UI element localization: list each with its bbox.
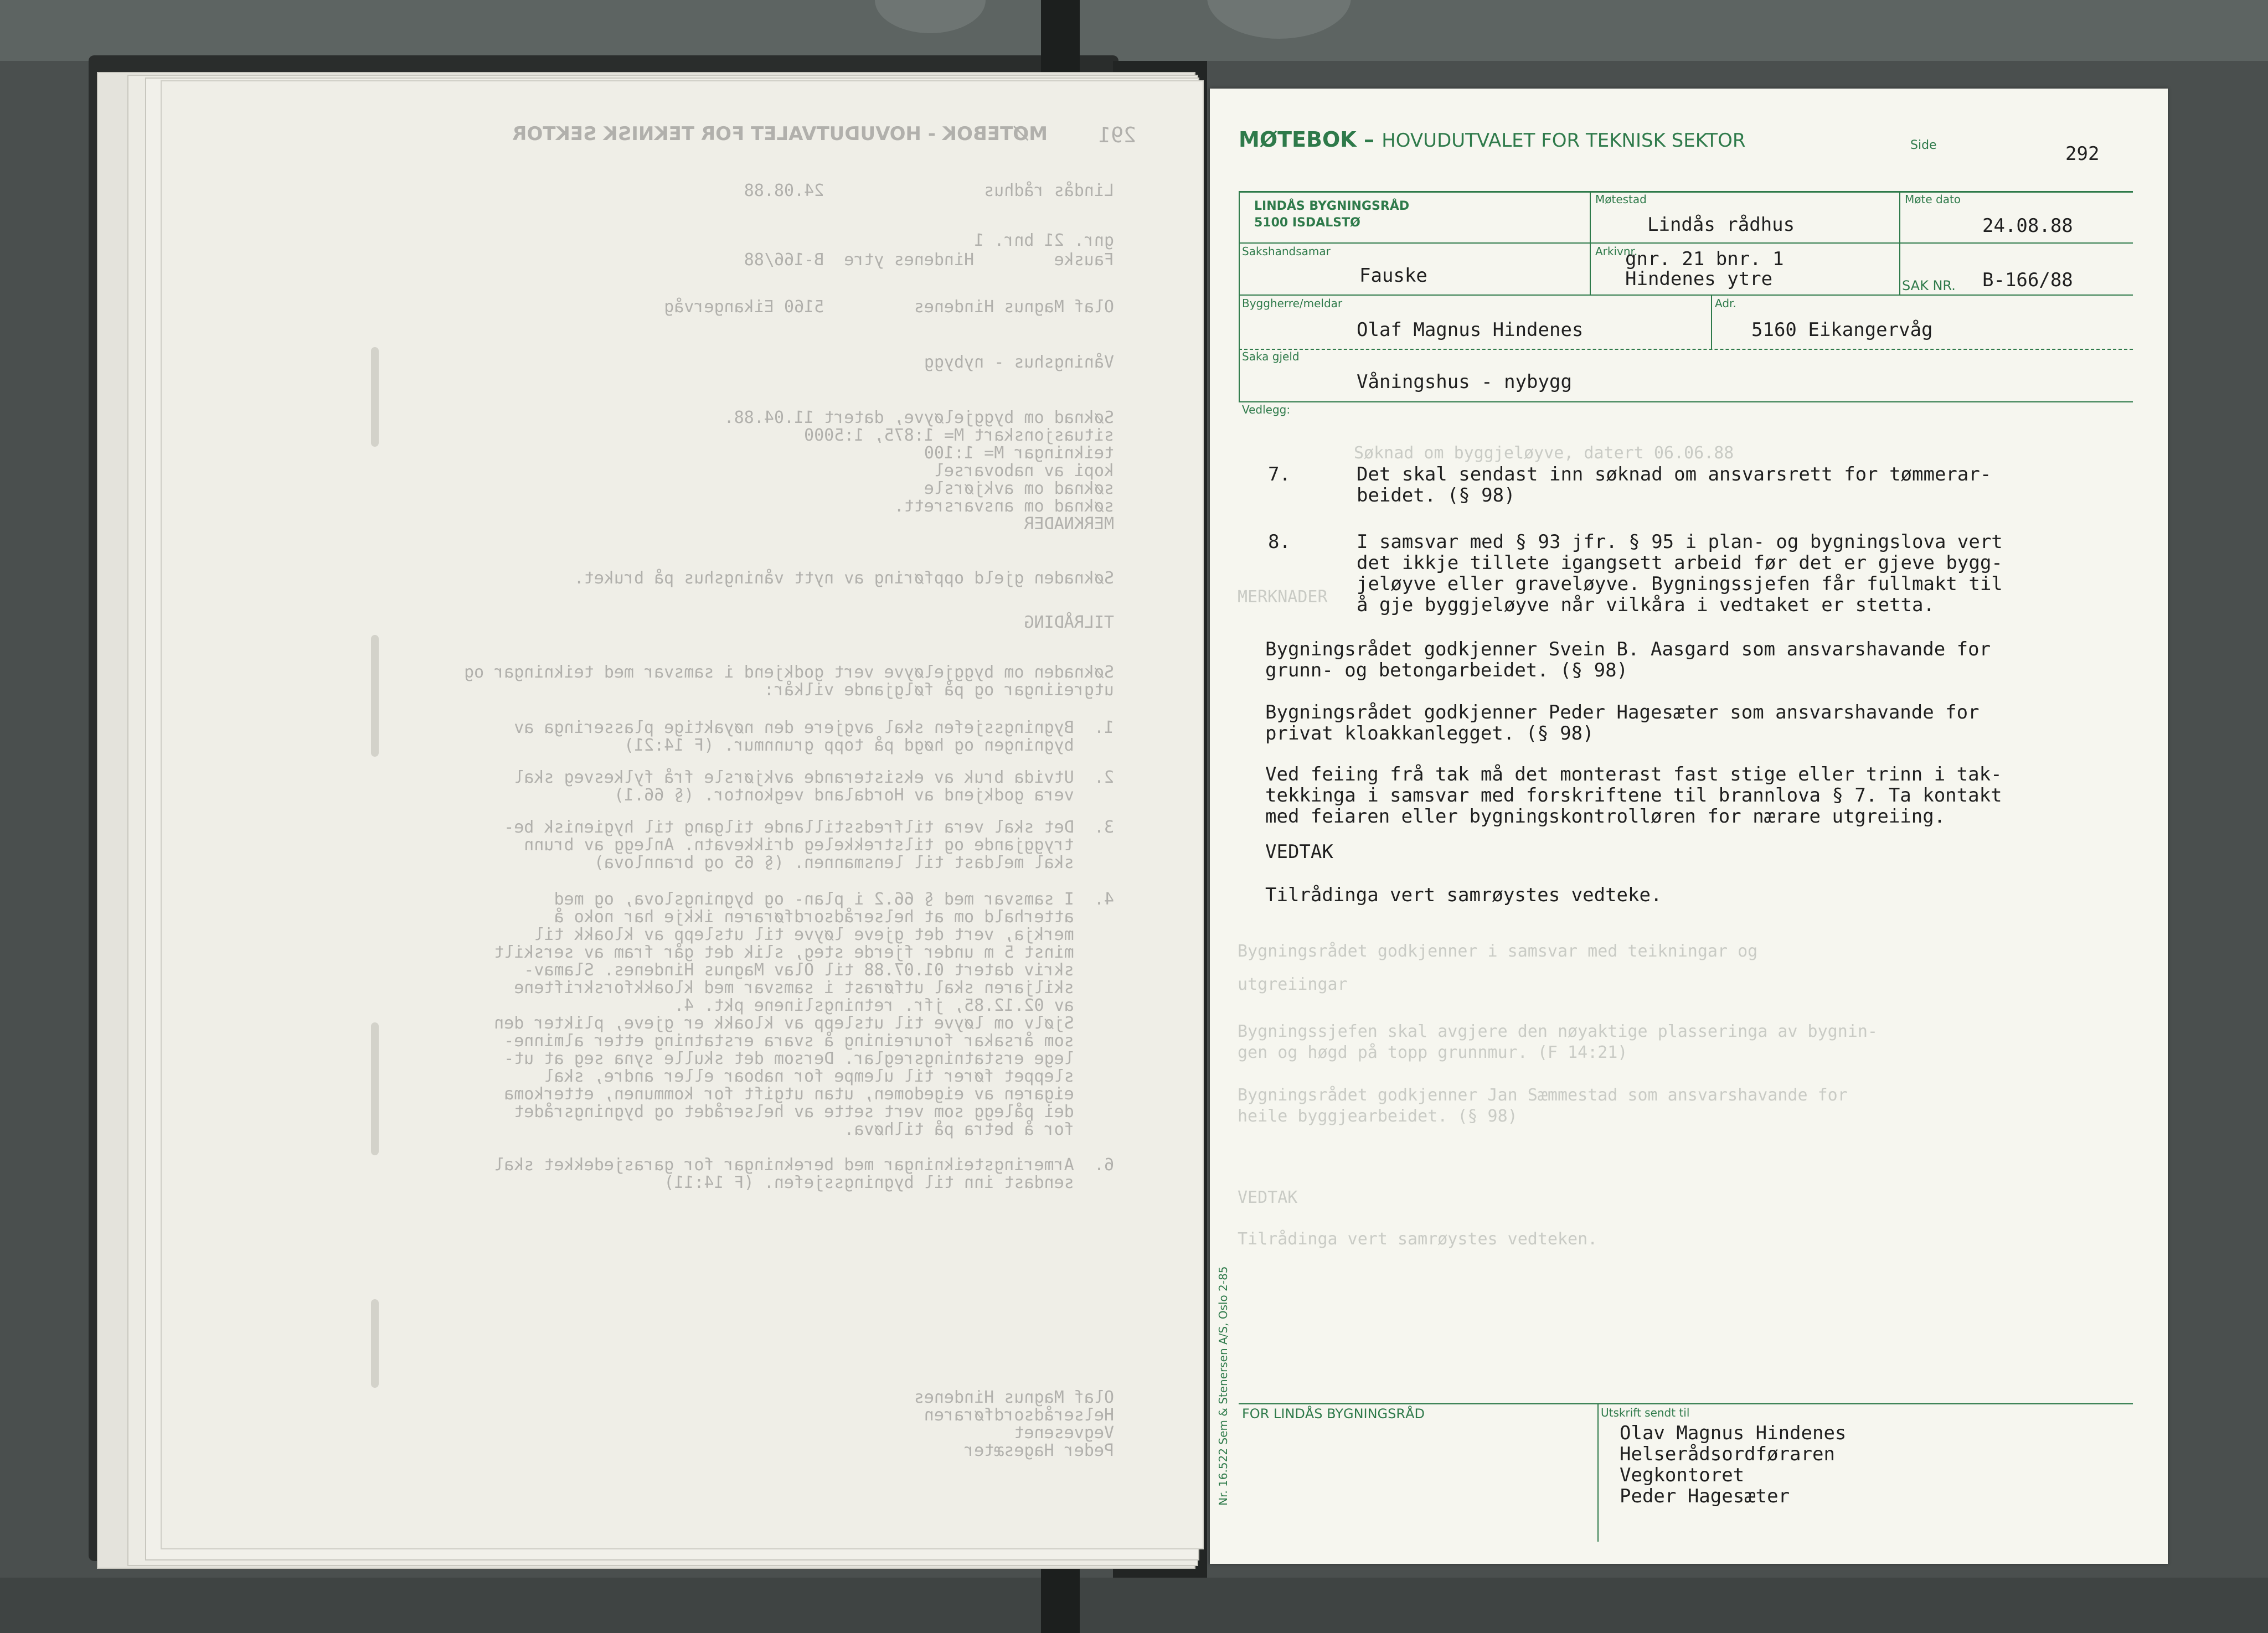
bleed-through-line: skiljaren skal utførast i samsvar med kloakkforskriftene [514, 978, 1114, 998]
form-rule [1239, 1403, 2133, 1404]
bleed-through-line: MERKNADER [1024, 514, 1114, 534]
bleed-through-line: Peder Hagesæter [964, 1441, 1114, 1460]
page-title: MØTEBOK – HOVUDUTVALET FOR TEKNISK SEKTOR [1239, 127, 1746, 152]
bleed-through-line: bygningen og høgd på topp grunnmur. (F 14:21) [623, 736, 1114, 755]
bleed-through-line: 2. Utvida bruk av eksisterande avkjørsle frå fylkesveg skal [514, 768, 1114, 787]
bleed-through-line: Fauske Hindenes ytre B-166/88 [744, 250, 1114, 270]
bleed-through-line: teikningar M= 1:100 [924, 443, 1114, 463]
recipient: Olav Magnus Hindenes [1620, 1422, 1847, 1444]
adr-value: 5160 Eikangervåg [1751, 319, 1933, 341]
arkiv-line1: gnr. 21 bnr. 1 [1625, 248, 1784, 270]
show-through-text: utgreiingar [1238, 975, 1348, 994]
byggherre-value: Olaf Magnus Hindenes [1357, 319, 1584, 341]
sakshandsamar-value: Fauske [1359, 265, 1427, 287]
bleed-through-line: Lindås rådhus 24.08.88 [744, 181, 1114, 200]
bleed-through-line: Våningshus - nybygg [924, 353, 1114, 372]
show-through-text: Bygningsrådet godkjenner i samsvar med teikningar og [1238, 942, 1758, 961]
item-text: I samsvar med § 93 jfr. § 95 i plan- og bygningslova vert det ikkje tillete igangsett arbeid før det er gjeve bygg- jeløyve eller graveløyve. Bygningssjefen får fullmakt til å gje byggjeløyve når vilkåra i vedtaket er stetta. [1357, 531, 2003, 616]
form-rule-dashed [1239, 349, 2133, 350]
bleed-through-line: minst 5 m under fjerde steg, slik det går fram av serskilt [494, 943, 1114, 962]
paragraph: Ved feiing frå tak må det monterast fast stige eller trinn i tak- tekkinga i samsvar med forskriftene til brannlova § 7. Ta kontakt med feiaren eller bygningskontrolløren for nærare utgreiing. [1265, 763, 2002, 828]
recipient: Helserådsordføraren [1620, 1443, 1835, 1465]
form-divider [1597, 1403, 1599, 1542]
bleed-through-line: lege erstatningsreglar. Dersom det skulle syna seg at ut- [504, 1049, 1114, 1068]
adr-label: Adr. [1715, 297, 1736, 310]
arkiv-line2: Hindenes ytre [1625, 268, 1773, 290]
form-rule [1239, 191, 2133, 193]
form-divider [1711, 294, 1712, 349]
bleed-through-line: sendast inn til bygningssjefen. (F 14:11) [664, 1173, 1114, 1192]
bleed-through-line: Helserådsordføraren [924, 1405, 1114, 1425]
bleed-through-line: skriv datert 01.07.88 til Olav Magnus Hindenes. Slamav- [524, 960, 1114, 980]
vedtak-text: Tilrådinga vert samrøystes vedteke. [1265, 884, 1662, 906]
form-rule [1239, 401, 2133, 402]
bleed-through-line: Vegvesenet [1014, 1423, 1114, 1443]
recipient: Peder Hagesæter [1620, 1485, 1790, 1507]
sak-nr-label: SAK NR. [1902, 278, 1956, 293]
bleed-through-line: for å betra på tilhøva. [844, 1120, 1114, 1139]
side-label: Side [1910, 138, 1937, 152]
bleed-through-line: søknad om ansvarsrett. [894, 497, 1114, 516]
byggherre-label: Byggherre/meldar [1242, 297, 1343, 310]
recipient: Vegkontoret [1620, 1464, 1745, 1486]
form-rule [1239, 242, 2133, 244]
left-page-number: 291 [1098, 123, 1136, 147]
bleed-through-line: 1. Bygningssjefen skal avgjere den nøyaktige plasseringa av [514, 718, 1114, 737]
show-through-text: Tilrådinga vert samrøystes vedteken. [1238, 1229, 1598, 1249]
title-text: MØTEBOK [1239, 127, 1357, 152]
bleed-through-line: Olaf Magnus Hindenes 5160 Eikangervåg [664, 297, 1114, 317]
bleed-through-text [162, 81, 1203, 1548]
bleed-through-line: Sjølv om løyve til utslepp av kloakk er gjeve, plikter den [494, 1014, 1114, 1033]
mote-dato-label: Møte dato [1905, 193, 1961, 206]
org-name: LINDÅS BYGNINGSRÅD [1254, 199, 1410, 213]
bleed-through-line: dei pålegg som vert sette av helserådet og bygningsrådet [514, 1102, 1114, 1122]
show-through-text: Søknad om byggjeløyve, datert 06.06.88 [1354, 443, 1734, 463]
bleed-through-line: eigaren av eigedomen, utan utgift for kommunen, etterkoma [504, 1084, 1114, 1104]
subtitle-text: HOVUDUTVALET FOR TEKNISK SEKTOR [1382, 130, 1746, 152]
vedlegg-label: Vedlegg: [1242, 403, 1291, 416]
item-text: Det skal sendast inn søknad om ansvarsrett for tømmerar- beidet. (§ 98) [1357, 463, 1992, 507]
bleed-through-line: 3. Det skal vera tilfredsstillande tilgang til hygienisk be- [504, 818, 1114, 837]
bleed-through-line: av 02.12.85, jfr. retningslinene pkt. 4. [674, 996, 1114, 1015]
org-address: 5100 ISDALSTØ [1254, 216, 1360, 230]
binder-clip-top [1041, 0, 1080, 72]
bleed-through-line: Olaf Magnus Hindenes [914, 1388, 1114, 1407]
bleed-through-line: vera godkjend av Hordaland vegkontor. (§ 66.1) [614, 786, 1114, 805]
saka-gjeld-value: Våningshus - nybygg [1357, 371, 1572, 393]
item-number: 7. [1268, 463, 1291, 485]
bleed-through-line: som årsakar forureining å svara erstatning etter alminne- [504, 1031, 1114, 1051]
bleed-through-line: skal meldast til lensmannen. (§ 65 og brannlova) [594, 853, 1114, 872]
form-divider [1899, 191, 1900, 294]
bleed-through-line: tryggjande og tilstrekkeleg drikkevatn. Anlegg av brunn [524, 835, 1114, 855]
item-number: 8. [1268, 531, 1291, 553]
bleed-through-line: merkja, vert det gjeve løyve til utslepp av kloakk til [534, 925, 1114, 944]
bleed-through-line: Søknaden gjeld oppføring av nytt våningshus på bruket. [574, 569, 1114, 588]
show-through-text: Bygningssjefen skal avgjere den nøyaktige plasseringa av bygnin- gen og høgd på topp grunnmur. (F 14:21) [1238, 1022, 1878, 1062]
bleed-through-line: atterhald om at helserådsordføraren ikkje har noko å [554, 907, 1114, 927]
arkivnr-label: Arkivnr. [1595, 245, 1638, 258]
for-bygningsrad-label: FOR LINDÅS BYGNINGSRÅD [1242, 1406, 1425, 1422]
sak-nr-value: B-166/88 [1982, 269, 2073, 291]
left-page [161, 80, 1204, 1549]
background-top [0, 0, 2268, 61]
bleed-through-line: TILRÅDING [1024, 613, 1114, 632]
show-through-text: Bygningsrådet godkjenner Jan Sæmmestad som ansvarshavande for heile byggjearbeidet. (§ 98) [1238, 1086, 1848, 1126]
vedtak-heading: VEDTAK [1265, 841, 1333, 863]
sakshandsamar-label: Sakshandsamar [1242, 245, 1331, 258]
motestad-label: Møtestad [1595, 193, 1647, 206]
printer-note: Nr. 16.522 Sem & Stenersen A/S, Oslo 2-85 [1217, 1266, 1230, 1506]
bleed-through-line: søknad om avkjørsle [924, 479, 1114, 498]
left-page-title: MØTEBOK - HOVUDUTVALET FOR TEKNISK SEKTOR [512, 123, 1048, 145]
bleed-through-line: Søknaden om byggjeløyve vert godkjend i samsvar med teikningar og [464, 663, 1114, 682]
bleed-through-line: 6. Armeringsteikningar med berekningar for garasjedekket skal [494, 1155, 1114, 1175]
motestad-value: Lindås rådhus [1647, 214, 1795, 236]
background-bottom [0, 1578, 2268, 1633]
bleed-through-line: sleppet fører til ulempe for naboar eller andre, skal [544, 1067, 1114, 1086]
mote-dato-value: 24.08.88 [1982, 215, 2073, 237]
bleed-through-line: utgreiingar og på følgjande vilkår: [764, 680, 1114, 700]
bleed-through-line: 4. I samsvar med § 66.2 i plan- og bygningslova, og med [554, 890, 1114, 909]
page-number: 292 [2065, 143, 2100, 165]
bleed-through-line: gnr. 21 bnr. 1 [974, 231, 1114, 250]
bleed-through-line: situasjonskart M= 1:875, 1:5000 [804, 426, 1114, 445]
form-divider [1590, 191, 1591, 294]
show-through-text: VEDTAK [1238, 1188, 1298, 1207]
utskrift-label: Utskrift sendt til [1601, 1406, 1690, 1419]
saka-gjeld-label: Saka gjeld [1242, 350, 1300, 363]
paragraph: Bygningsrådet godkjenner Svein B. Aasgard som ansvarshavande for grunn- og betongarbeidet. (§ 98) [1265, 638, 1991, 681]
bleed-through-line: kopi av nabovarsel [934, 461, 1114, 480]
form-divider [1239, 191, 1240, 402]
paragraph: Bygningsrådet godkjenner Peder Hagesæter som ansvarshavande for privat kloakkanlegget. (§ 98) [1265, 701, 1980, 745]
show-through-text: MERKNADER [1238, 587, 1328, 607]
form-rule [1239, 294, 2133, 296]
right-page [1210, 89, 2168, 1564]
bleed-through-line: Søknad om byggjeløyve, datert 11.04.88. [724, 408, 1114, 427]
